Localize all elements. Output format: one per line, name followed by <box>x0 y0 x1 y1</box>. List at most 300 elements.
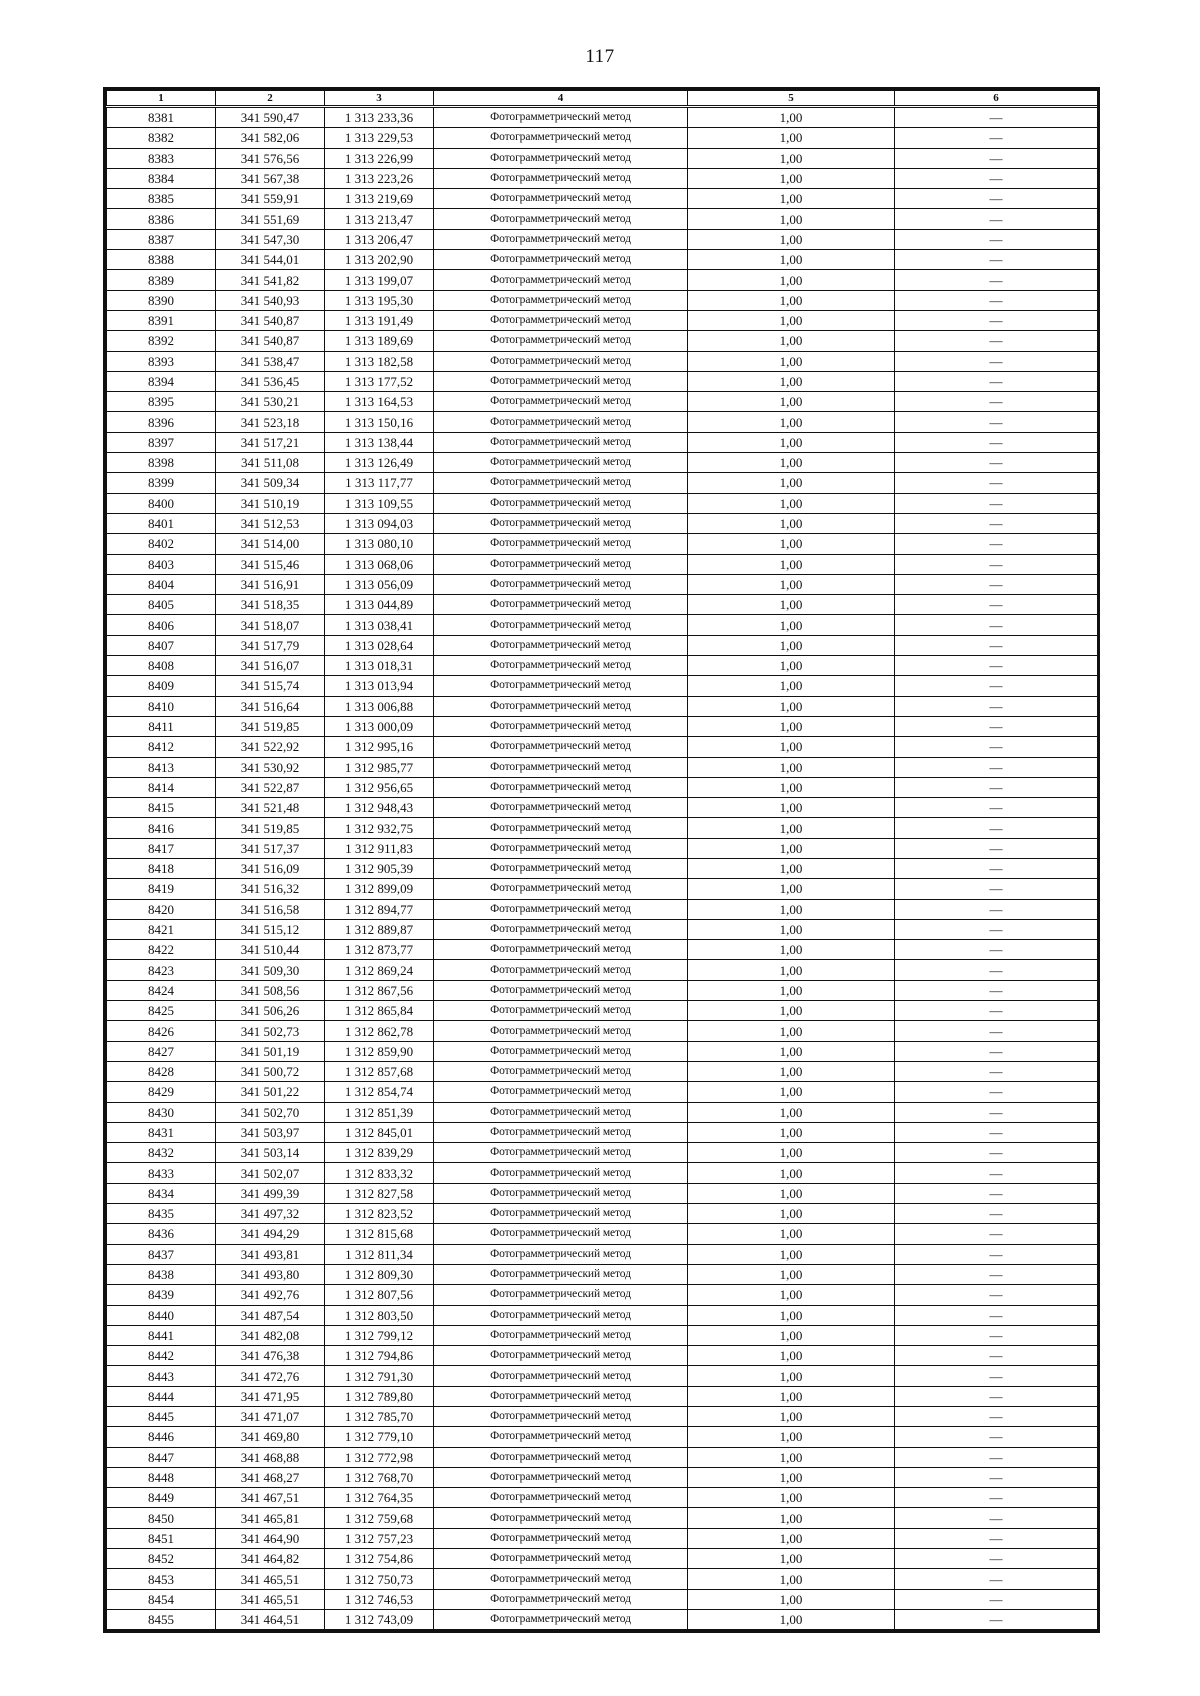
table-row <box>107 189 1098 209</box>
table-row <box>107 128 1098 148</box>
table-row <box>107 1001 1098 1021</box>
x-coordinate-cell: 341 467,51 <box>216 1488 325 1508</box>
point-number-cell: 8446 <box>107 1427 216 1447</box>
table-row <box>107 1122 1098 1142</box>
x-coordinate-cell: 341 502,73 <box>216 1021 325 1041</box>
method-cell: Фотограмметрический метод <box>434 1021 688 1041</box>
table-row <box>107 676 1098 696</box>
y-coordinate-cell: 1 313 206,47 <box>325 229 434 249</box>
y-coordinate-cell: 1 312 809,30 <box>325 1264 434 1284</box>
method-cell: Фотограмметрический метод <box>434 1508 688 1528</box>
table-row <box>107 696 1098 716</box>
accuracy-cell: 1,00 <box>688 473 895 493</box>
method-cell: Фотограмметрический метод <box>434 777 688 797</box>
table-row <box>107 574 1098 594</box>
table-row <box>107 656 1098 676</box>
x-coordinate-cell: 341 487,54 <box>216 1305 325 1325</box>
accuracy-cell: 1,00 <box>688 107 895 128</box>
table-row <box>107 615 1098 635</box>
header-cell-col-5: 5 <box>688 91 895 107</box>
accuracy-cell: 1,00 <box>688 168 895 188</box>
accuracy-cell: 1,00 <box>688 879 895 899</box>
x-coordinate-cell: 341 538,47 <box>216 351 325 371</box>
accuracy-cell: 1,00 <box>688 1508 895 1528</box>
x-coordinate-cell: 341 516,32 <box>216 879 325 899</box>
method-cell: Фотограмметрический метод <box>434 148 688 168</box>
point-number-cell: 8409 <box>107 676 216 696</box>
y-coordinate-cell: 1 312 768,70 <box>325 1467 434 1487</box>
x-coordinate-cell: 341 518,07 <box>216 615 325 635</box>
x-coordinate-cell: 341 519,85 <box>216 716 325 736</box>
point-number-cell: 8440 <box>107 1305 216 1325</box>
point-number-cell: 8427 <box>107 1041 216 1061</box>
table-row <box>107 1549 1098 1569</box>
method-cell: Фотограмметрический метод <box>434 1609 688 1629</box>
accuracy-cell: 1,00 <box>688 392 895 412</box>
y-coordinate-cell: 1 313 138,44 <box>325 432 434 452</box>
accuracy-cell: 1,00 <box>688 189 895 209</box>
point-number-cell: 8447 <box>107 1447 216 1467</box>
point-number-cell: 8423 <box>107 960 216 980</box>
point-number-cell: 8420 <box>107 899 216 919</box>
table-row <box>107 229 1098 249</box>
table-row <box>107 270 1098 290</box>
table-row <box>107 473 1098 493</box>
table-row <box>107 716 1098 736</box>
y-coordinate-cell: 1 312 746,53 <box>325 1589 434 1609</box>
y-coordinate-cell: 1 312 911,83 <box>325 838 434 858</box>
method-cell: Фотограмметрический метод <box>434 595 688 615</box>
point-number-cell: 8405 <box>107 595 216 615</box>
accuracy-cell: 1,00 <box>688 1467 895 1487</box>
x-coordinate-cell: 341 503,14 <box>216 1143 325 1163</box>
table-row <box>107 635 1098 655</box>
accuracy-cell: 1,00 <box>688 1346 895 1366</box>
accuracy-cell: 1,00 <box>688 1082 895 1102</box>
accuracy-cell: 1,00 <box>688 798 895 818</box>
note-cell: — <box>895 716 1098 736</box>
point-number-cell: 8426 <box>107 1021 216 1041</box>
note-cell: — <box>895 209 1098 229</box>
note-cell: — <box>895 980 1098 1000</box>
point-number-cell: 8392 <box>107 331 216 351</box>
point-number-cell: 8387 <box>107 229 216 249</box>
note-cell: — <box>895 1366 1098 1386</box>
accuracy-cell: 1,00 <box>688 1447 895 1467</box>
method-cell: Фотограмметрический метод <box>434 493 688 513</box>
method-cell: Фотограмметрический метод <box>434 656 688 676</box>
accuracy-cell: 1,00 <box>688 1061 895 1081</box>
note-cell: — <box>895 1488 1098 1508</box>
table-row <box>107 899 1098 919</box>
method-cell: Фотограмметрический метод <box>434 107 688 128</box>
accuracy-cell: 1,00 <box>688 838 895 858</box>
point-number-cell: 8438 <box>107 1264 216 1284</box>
accuracy-cell: 1,00 <box>688 1285 895 1305</box>
y-coordinate-cell: 1 313 164,53 <box>325 392 434 412</box>
note-cell: — <box>895 1528 1098 1548</box>
table-row <box>107 168 1098 188</box>
note-cell: — <box>895 1549 1098 1569</box>
table-row <box>107 1285 1098 1305</box>
table-row <box>107 1102 1098 1122</box>
note-cell: — <box>895 371 1098 391</box>
method-cell: Фотограмметрический метод <box>434 980 688 1000</box>
method-cell: Фотограмметрический метод <box>434 615 688 635</box>
note-cell: — <box>895 128 1098 148</box>
method-cell: Фотограмметрический метод <box>434 270 688 290</box>
x-coordinate-cell: 341 559,91 <box>216 189 325 209</box>
header-row <box>107 91 1098 107</box>
point-number-cell: 8414 <box>107 777 216 797</box>
point-number-cell: 8431 <box>107 1122 216 1142</box>
y-coordinate-cell: 1 313 068,06 <box>325 554 434 574</box>
accuracy-cell: 1,00 <box>688 534 895 554</box>
note-cell: — <box>895 250 1098 270</box>
y-coordinate-cell: 1 312 894,77 <box>325 899 434 919</box>
note-cell: — <box>895 960 1098 980</box>
point-number-cell: 8403 <box>107 554 216 574</box>
method-cell: Фотограмметрический метод <box>434 1082 688 1102</box>
table-row <box>107 432 1098 452</box>
table-row <box>107 513 1098 533</box>
x-coordinate-cell: 341 508,56 <box>216 980 325 1000</box>
x-coordinate-cell: 341 551,69 <box>216 209 325 229</box>
table-row <box>107 1386 1098 1406</box>
x-coordinate-cell: 341 494,29 <box>216 1224 325 1244</box>
x-coordinate-cell: 341 502,70 <box>216 1102 325 1122</box>
method-cell: Фотограмметрический метод <box>434 1001 688 1021</box>
note-cell: — <box>895 473 1098 493</box>
note-cell: — <box>895 1001 1098 1021</box>
table-row <box>107 250 1098 270</box>
table-row <box>107 858 1098 878</box>
x-coordinate-cell: 341 492,76 <box>216 1285 325 1305</box>
accuracy-cell: 1,00 <box>688 919 895 939</box>
method-cell: Фотограмметрический метод <box>434 1569 688 1589</box>
point-number-cell: 8407 <box>107 635 216 655</box>
point-number-cell: 8450 <box>107 1508 216 1528</box>
y-coordinate-cell: 1 312 803,50 <box>325 1305 434 1325</box>
y-coordinate-cell: 1 313 109,55 <box>325 493 434 513</box>
x-coordinate-cell: 341 519,85 <box>216 818 325 838</box>
x-coordinate-cell: 341 515,46 <box>216 554 325 574</box>
table-row <box>107 1183 1098 1203</box>
accuracy-cell: 1,00 <box>688 940 895 960</box>
y-coordinate-cell: 1 312 791,30 <box>325 1366 434 1386</box>
y-coordinate-cell: 1 312 811,34 <box>325 1244 434 1264</box>
point-number-cell: 8382 <box>107 128 216 148</box>
y-coordinate-cell: 1 313 000,09 <box>325 716 434 736</box>
point-number-cell: 8453 <box>107 1569 216 1589</box>
note-cell: — <box>895 1122 1098 1142</box>
note-cell: — <box>895 1143 1098 1163</box>
accuracy-cell: 1,00 <box>688 209 895 229</box>
point-number-cell: 8398 <box>107 453 216 473</box>
table-row <box>107 310 1098 330</box>
y-coordinate-cell: 1 312 807,56 <box>325 1285 434 1305</box>
y-coordinate-cell: 1 312 865,84 <box>325 1001 434 1021</box>
x-coordinate-cell: 341 516,91 <box>216 574 325 594</box>
header-cell-col-4: 4 <box>434 91 688 107</box>
point-number-cell: 8410 <box>107 696 216 716</box>
note-cell: — <box>895 1346 1098 1366</box>
x-coordinate-cell: 341 471,95 <box>216 1386 325 1406</box>
point-number-cell: 8408 <box>107 656 216 676</box>
y-coordinate-cell: 1 312 854,74 <box>325 1082 434 1102</box>
coordinates-table-frame <box>103 87 1100 1633</box>
point-number-cell: 8422 <box>107 940 216 960</box>
method-cell: Фотограмметрический метод <box>434 1204 688 1224</box>
table-row <box>107 1609 1098 1629</box>
method-cell: Фотограмметрический метод <box>434 331 688 351</box>
table-row <box>107 1163 1098 1183</box>
accuracy-cell: 1,00 <box>688 412 895 432</box>
method-cell: Фотограмметрический метод <box>434 189 688 209</box>
header-cell-col-6: 6 <box>895 91 1098 107</box>
point-number-cell: 8417 <box>107 838 216 858</box>
point-number-cell: 8448 <box>107 1467 216 1487</box>
x-coordinate-cell: 341 465,81 <box>216 1508 325 1528</box>
x-coordinate-cell: 341 482,08 <box>216 1325 325 1345</box>
point-number-cell: 8401 <box>107 513 216 533</box>
accuracy-cell: 1,00 <box>688 615 895 635</box>
method-cell: Фотограмметрический метод <box>434 879 688 899</box>
method-cell: Фотограмметрический метод <box>434 128 688 148</box>
header-cell-col-1: 1 <box>107 91 216 107</box>
note-cell: — <box>895 107 1098 128</box>
y-coordinate-cell: 1 312 799,12 <box>325 1325 434 1345</box>
table-row <box>107 879 1098 899</box>
y-coordinate-cell: 1 312 889,87 <box>325 919 434 939</box>
table-row <box>107 351 1098 371</box>
table-row <box>107 838 1098 858</box>
note-cell: — <box>895 1224 1098 1244</box>
accuracy-cell: 1,00 <box>688 1204 895 1224</box>
x-coordinate-cell: 341 523,18 <box>216 412 325 432</box>
note-cell: — <box>895 351 1098 371</box>
table-row <box>107 777 1098 797</box>
x-coordinate-cell: 341 510,19 <box>216 493 325 513</box>
point-number-cell: 8434 <box>107 1183 216 1203</box>
point-number-cell: 8402 <box>107 534 216 554</box>
note-cell: — <box>895 595 1098 615</box>
method-cell: Фотограмметрический метод <box>434 1589 688 1609</box>
x-coordinate-cell: 341 510,44 <box>216 940 325 960</box>
y-coordinate-cell: 1 313 006,88 <box>325 696 434 716</box>
note-cell: — <box>895 392 1098 412</box>
x-coordinate-cell: 341 522,87 <box>216 777 325 797</box>
x-coordinate-cell: 341 547,30 <box>216 229 325 249</box>
accuracy-cell: 1,00 <box>688 1488 895 1508</box>
method-cell: Фотограмметрический метод <box>434 1427 688 1447</box>
accuracy-cell: 1,00 <box>688 1102 895 1122</box>
note-cell: — <box>895 940 1098 960</box>
note-cell: — <box>895 1244 1098 1264</box>
method-cell: Фотограмметрический метод <box>434 1346 688 1366</box>
note-cell: — <box>895 1305 1098 1325</box>
note-cell: — <box>895 229 1098 249</box>
y-coordinate-cell: 1 312 833,32 <box>325 1163 434 1183</box>
x-coordinate-cell: 341 522,92 <box>216 737 325 757</box>
point-number-cell: 8449 <box>107 1488 216 1508</box>
method-cell: Фотограмметрический метод <box>434 513 688 533</box>
point-number-cell: 8442 <box>107 1346 216 1366</box>
point-number-cell: 8436 <box>107 1224 216 1244</box>
table-row <box>107 493 1098 513</box>
y-coordinate-cell: 1 313 013,94 <box>325 676 434 696</box>
note-cell: — <box>895 412 1098 432</box>
point-number-cell: 8425 <box>107 1001 216 1021</box>
x-coordinate-cell: 341 544,01 <box>216 250 325 270</box>
point-number-cell: 8429 <box>107 1082 216 1102</box>
method-cell: Фотограмметрический метод <box>434 1549 688 1569</box>
y-coordinate-cell: 1 313 191,49 <box>325 310 434 330</box>
y-coordinate-cell: 1 313 018,31 <box>325 656 434 676</box>
x-coordinate-cell: 341 540,93 <box>216 290 325 310</box>
accuracy-cell: 1,00 <box>688 1528 895 1548</box>
note-cell: — <box>895 310 1098 330</box>
accuracy-cell: 1,00 <box>688 1325 895 1345</box>
table-row <box>107 737 1098 757</box>
method-cell: Фотограмметрический метод <box>434 412 688 432</box>
table-row <box>107 290 1098 310</box>
point-number-cell: 8439 <box>107 1285 216 1305</box>
y-coordinate-cell: 1 313 117,77 <box>325 473 434 493</box>
y-coordinate-cell: 1 313 028,64 <box>325 635 434 655</box>
note-cell: — <box>895 1508 1098 1528</box>
method-cell: Фотограмметрический метод <box>434 858 688 878</box>
note-cell: — <box>895 1041 1098 1061</box>
point-number-cell: 8389 <box>107 270 216 290</box>
point-number-cell: 8428 <box>107 1061 216 1081</box>
method-cell: Фотограмметрический метод <box>434 1285 688 1305</box>
method-cell: Фотограмметрический метод <box>434 250 688 270</box>
note-cell: — <box>895 798 1098 818</box>
coordinates-table <box>106 90 1098 1630</box>
method-cell: Фотограмметрический метод <box>434 1264 688 1284</box>
y-coordinate-cell: 1 312 823,52 <box>325 1204 434 1224</box>
accuracy-cell: 1,00 <box>688 1427 895 1447</box>
point-number-cell: 8411 <box>107 716 216 736</box>
accuracy-cell: 1,00 <box>688 1001 895 1021</box>
accuracy-cell: 1,00 <box>688 1305 895 1325</box>
table-body <box>107 107 1098 1630</box>
point-number-cell: 8391 <box>107 310 216 330</box>
table-row <box>107 1528 1098 1548</box>
accuracy-cell: 1,00 <box>688 1021 895 1041</box>
method-cell: Фотограмметрический метод <box>434 209 688 229</box>
accuracy-cell: 1,00 <box>688 1386 895 1406</box>
note-cell: — <box>895 493 1098 513</box>
x-coordinate-cell: 341 464,51 <box>216 1609 325 1629</box>
table-row <box>107 940 1098 960</box>
accuracy-cell: 1,00 <box>688 696 895 716</box>
table-row <box>107 757 1098 777</box>
table-row <box>107 371 1098 391</box>
x-coordinate-cell: 341 497,32 <box>216 1204 325 1224</box>
y-coordinate-cell: 1 313 229,53 <box>325 128 434 148</box>
table-row <box>107 1224 1098 1244</box>
point-number-cell: 8421 <box>107 919 216 939</box>
method-cell: Фотограмметрический метод <box>434 838 688 858</box>
note-cell: — <box>895 1589 1098 1609</box>
y-coordinate-cell: 1 312 845,01 <box>325 1122 434 1142</box>
table-row <box>107 1061 1098 1081</box>
y-coordinate-cell: 1 313 038,41 <box>325 615 434 635</box>
point-number-cell: 8383 <box>107 148 216 168</box>
method-cell: Фотограмметрический метод <box>434 453 688 473</box>
header-cell-col-2: 2 <box>216 91 325 107</box>
x-coordinate-cell: 341 515,12 <box>216 919 325 939</box>
note-cell: — <box>895 1021 1098 1041</box>
method-cell: Фотограмметрический метод <box>434 737 688 757</box>
point-number-cell: 8430 <box>107 1102 216 1122</box>
table-row <box>107 1082 1098 1102</box>
point-number-cell: 8394 <box>107 371 216 391</box>
accuracy-cell: 1,00 <box>688 432 895 452</box>
y-coordinate-cell: 1 312 956,65 <box>325 777 434 797</box>
x-coordinate-cell: 341 518,35 <box>216 595 325 615</box>
table-row <box>107 1427 1098 1447</box>
point-number-cell: 8419 <box>107 879 216 899</box>
table-row <box>107 148 1098 168</box>
point-number-cell: 8385 <box>107 189 216 209</box>
note-cell: — <box>895 453 1098 473</box>
y-coordinate-cell: 1 312 932,75 <box>325 818 434 838</box>
y-coordinate-cell: 1 313 199,07 <box>325 270 434 290</box>
accuracy-cell: 1,00 <box>688 1183 895 1203</box>
x-coordinate-cell: 341 540,87 <box>216 331 325 351</box>
x-coordinate-cell: 341 465,51 <box>216 1569 325 1589</box>
accuracy-cell: 1,00 <box>688 1224 895 1244</box>
accuracy-cell: 1,00 <box>688 980 895 1000</box>
table-row <box>107 818 1098 838</box>
note-cell: — <box>895 858 1098 878</box>
accuracy-cell: 1,00 <box>688 1366 895 1386</box>
method-cell: Фотограмметрический метод <box>434 1122 688 1142</box>
point-number-cell: 8406 <box>107 615 216 635</box>
table-row <box>107 554 1098 574</box>
accuracy-cell: 1,00 <box>688 1407 895 1427</box>
y-coordinate-cell: 1 313 094,03 <box>325 513 434 533</box>
accuracy-cell: 1,00 <box>688 858 895 878</box>
point-number-cell: 8437 <box>107 1244 216 1264</box>
note-cell: — <box>895 1609 1098 1629</box>
accuracy-cell: 1,00 <box>688 1549 895 1569</box>
y-coordinate-cell: 1 312 754,86 <box>325 1549 434 1569</box>
accuracy-cell: 1,00 <box>688 371 895 391</box>
x-coordinate-cell: 341 516,64 <box>216 696 325 716</box>
note-cell: — <box>895 290 1098 310</box>
note-cell: — <box>895 879 1098 899</box>
x-coordinate-cell: 341 517,37 <box>216 838 325 858</box>
accuracy-cell: 1,00 <box>688 1041 895 1061</box>
accuracy-cell: 1,00 <box>688 290 895 310</box>
note-cell: — <box>895 615 1098 635</box>
note-cell: — <box>895 676 1098 696</box>
method-cell: Фотограмметрический метод <box>434 757 688 777</box>
method-cell: Фотограмметрический метод <box>434 1041 688 1061</box>
y-coordinate-cell: 1 312 772,98 <box>325 1447 434 1467</box>
table-row <box>107 1204 1098 1224</box>
method-cell: Фотограмметрический метод <box>434 371 688 391</box>
table-row <box>107 1508 1098 1528</box>
accuracy-cell: 1,00 <box>688 128 895 148</box>
note-cell: — <box>895 1204 1098 1224</box>
method-cell: Фотограмметрический метод <box>434 310 688 330</box>
table-header <box>107 91 1098 107</box>
